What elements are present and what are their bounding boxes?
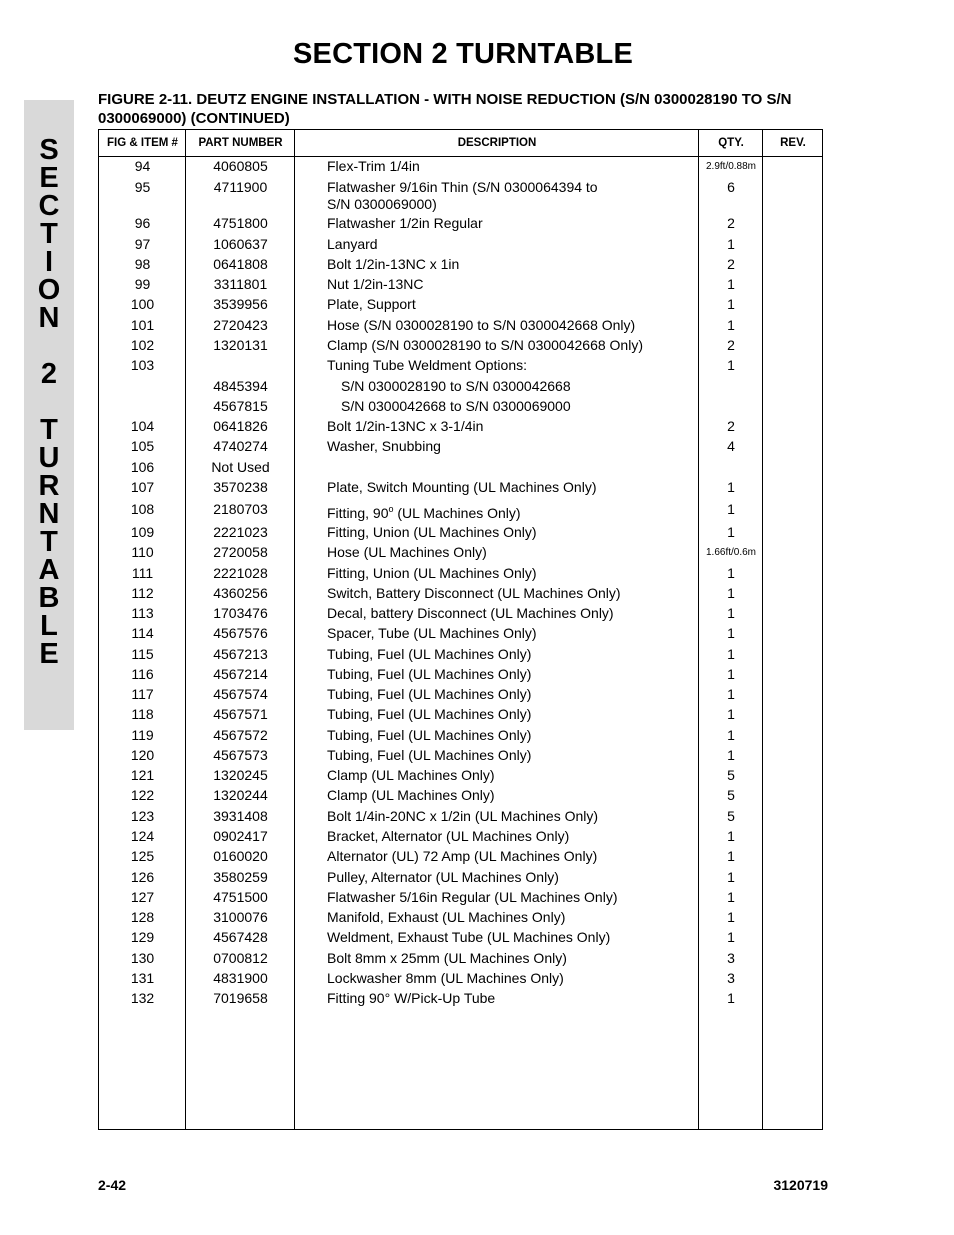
header-item: FIG & ITEM # [107,137,178,149]
item-number: 126 [130,869,155,885]
quantity: 1 [727,909,735,925]
side-tab-letter: C [38,190,60,222]
description [327,909,697,926]
description [327,666,697,683]
item-number: 108 [130,501,155,517]
quantity: 1.66ft/0.6m [705,547,757,558]
part-number: 0700812 [213,950,268,966]
part-number: 1320131 [213,337,268,353]
item-number: 125 [130,848,155,864]
item-number: 115 [131,646,154,662]
description [327,727,697,744]
part-number: 4711900 [213,179,268,195]
description [327,686,697,703]
item-number: 128 [130,909,155,925]
part-number: 1703476 [213,605,268,621]
item-number: 107 [130,479,155,495]
description-text: Flex-Trim 1/4in [327,158,420,174]
item-number: 111 [131,565,154,581]
description [327,501,697,522]
part-number: 4567214 [213,666,268,682]
item-number: 109 [130,524,155,540]
part-number: 3311801 [213,276,268,292]
side-tab-letter [24,332,74,360]
description [327,317,697,334]
quantity: 1 [727,296,735,312]
part-number: 2221023 [213,524,268,540]
quantity: 4 [727,438,735,454]
quantity: 1 [727,666,735,682]
description-text: Flatwasher 1/2in Regular [327,215,483,231]
description-text: Hose (UL Machines Only) [327,544,487,560]
description-text: Bolt 1/4in-20NC x 1/2in (UL Machines Only) [327,808,599,824]
description [327,438,697,455]
part-number: 4740274 [213,438,268,454]
part-number: 0160020 [213,848,268,864]
side-tab-letter: B [38,582,60,614]
quantity: 5 [727,808,735,824]
quantity: 5 [727,787,735,803]
description [327,524,697,541]
side-tab-letter: R [38,470,60,502]
description [327,337,697,354]
part-number: 4567574 [213,686,268,702]
quantity: 1 [727,929,735,945]
part-number: 4751500 [213,889,268,905]
parts-table [98,129,823,1130]
item-number: 131 [130,970,155,986]
item-number: 121 [130,767,155,783]
description-text: Washer, Snubbing [327,438,441,454]
description [327,828,697,845]
part-number: 3100076 [213,909,268,925]
description [327,276,697,293]
part-number: 4751800 [213,215,268,231]
item-number: 119 [131,727,154,743]
description [327,767,697,784]
description [327,158,697,175]
item-number: 116 [131,666,154,682]
item-number: 117 [131,686,154,702]
degree-superscript: o [388,504,394,514]
item-number: 112 [131,585,154,601]
side-tab-letter: O [37,274,61,306]
description-text: Bolt 1/2in-13NC x 3-1/4in [327,418,484,434]
description [327,787,697,804]
item-number: 113 [131,605,154,621]
part-number: 2720058 [213,544,268,560]
item-number: 122 [130,787,155,803]
quantity: 1 [727,747,735,763]
quantity: 1 [727,869,735,885]
part-number: 0641808 [213,256,268,272]
quantity: 1 [727,706,735,722]
side-tab-letter: I [44,246,54,278]
item-number: 105 [130,438,155,454]
quantity: 3 [727,950,735,966]
item-number: 123 [130,808,155,824]
description-text: Flatwasher 5/16in Regular (UL Machines Only) [327,889,618,905]
description-text: Tubing, Fuel (UL Machines Only) [327,686,532,702]
quantity: 1 [727,686,735,702]
description-text: Fitting 90° W/Pick-Up Tube [327,990,496,1006]
part-number: 4567571 [213,706,268,722]
item-number: 129 [130,929,155,945]
quantity: 6 [727,179,735,195]
quantity: 1 [727,357,735,373]
description-text: Lockwasher 8mm (UL Machines Only) [327,970,564,986]
description-text: Tubing, Fuel (UL Machines Only) [327,727,532,743]
quantity: 3 [727,970,735,986]
side-tab-letter: U [38,442,60,474]
description-text: Tuning Tube Weldment Options: [327,357,527,373]
quantity: 1 [727,236,735,252]
header-part-number: PART NUMBER [198,137,283,149]
side-tab-letter: T [40,218,58,250]
description [327,236,697,253]
description-text: Switch, Battery Disconnect (UL Machines Only) [327,585,621,601]
part-number: 4360256 [213,585,268,601]
part-number: 4567815 [213,398,268,414]
description-text: Plate, Switch Mounting (UL Machines Only) [327,479,597,495]
part-number: 3570238 [213,479,268,495]
item-number: 124 [130,828,155,844]
part-number: 4567213 [213,646,268,662]
side-tab-letter: 2 [40,358,58,390]
description-text: Fitting, Union (UL Machines Only) [327,524,537,540]
description [327,848,697,865]
description-text: Clamp (UL Machines Only) [327,767,495,783]
header-divider [99,156,822,157]
quantity: 1 [727,990,735,1006]
description-text: Tubing, Fuel (UL Machines Only) [327,747,532,763]
description-text: Clamp (UL Machines Only) [327,787,495,803]
side-tab-letter: T [40,526,58,558]
side-tab-letter: N [38,302,60,334]
side-tab-letter: A [38,554,60,586]
item-number: 118 [131,706,154,722]
description [327,296,697,313]
item-number: 96 [134,215,151,231]
description-text: Bracket, Alternator (UL Machines Only) [327,828,570,844]
side-tab-letter: L [40,610,58,642]
quantity: 1 [727,501,735,517]
quantity: 5 [727,767,735,783]
item-number: 127 [130,889,155,905]
side-tab-letter: E [39,162,59,194]
description-tail: (UL Machines Only) [393,505,521,521]
quantity: 1 [727,605,735,621]
side-tab-letter: E [39,638,59,670]
description [327,869,697,886]
part-number: 2720423 [213,317,268,333]
part-number: 4060805 [213,158,268,174]
description [327,256,697,273]
description [327,929,697,946]
description-text: Hose (S/N 0300028190 to S/N 0300042668 Only) [327,317,636,333]
quantity: 2.9ft/0.88m [705,161,757,172]
item-number: 132 [130,990,155,1006]
page-number: 2-42 [98,1177,127,1193]
part-number: 4567572 [213,727,268,743]
item-number: 98 [134,256,151,272]
part-number: 4845394 [213,378,268,394]
quantity: 2 [727,418,735,434]
header-description: DESCRIPTION [457,137,537,149]
item-number: 106 [130,459,155,475]
description-continued: S/N 0300069000) [327,196,437,212]
quantity: 1 [727,317,735,333]
figure-title: FIGURE 2-11. DEUTZ ENGINE INSTALLATION - WITH NOISE REDUCTION (S/N 0300028190 TO S/N 0300069000) (CONTINUED) [98,91,792,127]
part-number: 4567428 [213,929,268,945]
description-text: S/N 0300028190 to S/N 0300042668 [341,378,571,394]
description-text: Clamp (S/N 0300028190 to S/N 0300042668 Only) [327,337,643,353]
description-text: Manifold, Exhaust (UL Machines Only) [327,909,566,925]
item-number: 110 [131,544,154,560]
description-text: Pulley, Alternator (UL Machines Only) [327,869,559,885]
quantity: 1 [727,479,735,495]
description [327,585,697,602]
description-text: Tubing, Fuel (UL Machines Only) [327,646,532,662]
section-title: SECTION 2 TURNTABLE [293,38,633,70]
quantity: 1 [727,565,735,581]
part-number: 1320245 [213,767,268,783]
description [327,479,697,496]
item-number: 130 [130,950,155,966]
part-number: 0641826 [213,418,268,434]
item-number: 102 [130,337,155,353]
quantity: 1 [727,889,735,905]
item-number: 100 [130,296,155,312]
description [327,970,697,987]
item-number: 95 [134,179,151,195]
description-text: Fitting, 90 [327,505,389,521]
description [327,357,697,374]
part-number: 1060637 [213,236,268,252]
side-tab-letter: N [38,498,60,530]
part-number: 4567576 [213,625,268,641]
part-number: Not Used [211,459,270,475]
side-tab-letter: S [39,134,59,166]
description [327,990,697,1007]
description [327,808,697,825]
item-number: 104 [130,418,155,434]
part-number: 3539956 [213,296,268,312]
side-tab [24,100,74,730]
quantity: 1 [727,585,735,601]
part-number: 0902417 [213,828,268,844]
quantity: 1 [727,646,735,662]
description-text: Alternator (UL) 72 Amp (UL Machines Only) [327,848,598,864]
part-number: 2180703 [213,501,268,517]
description-text: Bolt 1/2in-13NC x 1in [327,256,460,272]
description [327,605,697,622]
quantity: 1 [727,276,735,292]
description [327,565,697,582]
side-tab-letter: T [40,414,58,446]
item-number: 94 [134,158,151,174]
description [327,544,697,561]
part-number: 4567573 [213,747,268,763]
description-text: Flatwasher 9/16in Thin (S/N 0300064394 to [327,179,598,195]
description-text: Tubing, Fuel (UL Machines Only) [327,706,532,722]
description-text: Decal, battery Disconnect (UL Machines Only) [327,605,614,621]
description [327,950,697,967]
part-number: 4831900 [213,970,268,986]
quantity: 1 [727,727,735,743]
description [327,646,697,663]
quantity: 1 [727,848,735,864]
description [341,378,711,395]
description-text: Spacer, Tube (UL Machines Only) [327,625,537,641]
description-text: Fitting, Union (UL Machines Only) [327,565,537,581]
description [327,625,697,642]
part-number: 1320244 [213,787,268,803]
quantity: 1 [727,524,735,540]
header-qty: QTY. [718,137,744,149]
description-text: Plate, Support [327,296,416,312]
description-text: Bolt 8mm x 25mm (UL Machines Only) [327,950,567,966]
part-number: 2221028 [213,565,268,581]
description [341,398,711,415]
quantity: 2 [727,337,735,353]
description [327,215,697,232]
item-number: 101 [130,317,155,333]
item-number: 120 [130,747,155,763]
description [327,179,697,213]
description-text: Tubing, Fuel (UL Machines Only) [327,666,532,682]
item-number: 114 [131,625,154,641]
description-text: Nut 1/2in-13NC [327,276,424,292]
item-number: 99 [134,276,151,292]
quantity: 2 [727,256,735,272]
description [327,706,697,723]
item-number: 97 [134,236,151,252]
item-number: 103 [130,357,155,373]
part-number: 3931408 [213,808,268,824]
quantity: 2 [727,215,735,231]
part-number: 7019658 [213,990,268,1006]
quantity: 1 [727,625,735,641]
description [327,747,697,764]
description [327,418,697,435]
description-text: Lanyard [327,236,378,252]
document-number: 3120719 [773,1177,828,1193]
part-number: 3580259 [213,869,268,885]
description-text: S/N 0300042668 to S/N 0300069000 [341,398,571,414]
side-tab-letter [24,388,74,416]
header-rev: REV. [780,137,806,149]
description [327,889,697,906]
description-text: Weldment, Exhaust Tube (UL Machines Only) [327,929,611,945]
quantity: 1 [727,828,735,844]
